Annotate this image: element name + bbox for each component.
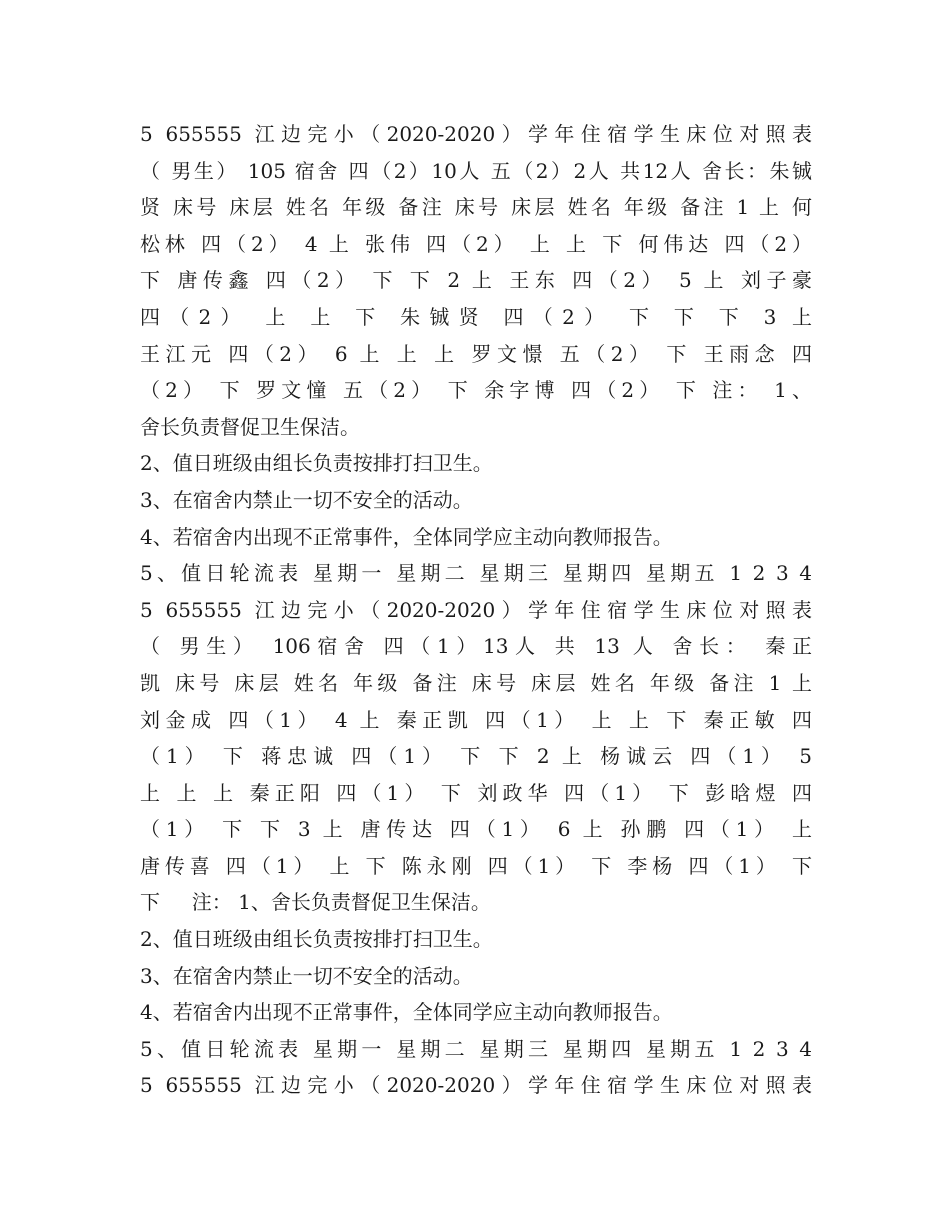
text-line-22: 下 注： 1、舍长负责督促卫生保洁。 [140, 890, 491, 915]
text-line-5: 下 唐传鑫 四（2） 下 下 2 上 王东 四（2） 5 上 刘子豪 [140, 268, 812, 293]
text-line-23: 2、值日班级由组长负责按排打扫卫生。 [140, 927, 493, 952]
text-line-16: 凯 床号 床层 姓名 年级 备注 床号 床层 姓名 年级 备注 1 上 [140, 670, 812, 695]
text-line-24: 3、在宿舍内禁止一切不安全的活动。 [140, 963, 473, 988]
text-line-10: 2、值日班级由组长负责按排打扫卫生。 [140, 451, 493, 476]
text-line-13: 5、值日轮流表 星期一 星期二 星期三 星期四 星期五 1 2 3 4 [140, 561, 812, 586]
text-line-17: 刘金成 四（1） 4 上 秦正凯 四（1） 上 上 下 秦正敏 四 [140, 707, 812, 732]
text-line-27: 5 655555 江边完小（2020-2020）学年住宿学生床位对照表 [140, 1073, 812, 1098]
text-line-4: 松林 四（2） 4 上 张伟 四（2） 上 上 下 何伟达 四（2） [140, 231, 812, 256]
text-line-18: （1） 下 蒋忠诚 四（1） 下 下 2 上 杨诚云 四（1） 5 [140, 744, 812, 769]
text-line-9: 舍长负责督促卫生保洁。 [140, 414, 360, 439]
text-line-25: 4、若宿舍内出现不正常事件，全体同学应主动向教师报告。 [140, 1000, 673, 1025]
text-line-2: （ 男生） 105 宿舍 四（2）10人 五（2）2人 共12人 舍长：朱铖 [140, 158, 812, 183]
text-line-11: 3、在宿舍内禁止一切不安全的活动。 [140, 487, 473, 512]
text-line-6: 四（2） 上 上 下 朱铖贤 四（2） 下 下 下 3 上 [140, 304, 812, 329]
document-body [140, 116, 812, 1104]
text-line-26: 5、值日轮流表 星期一 星期二 星期三 星期四 星期五 1 2 3 4 [140, 1036, 812, 1061]
text-line-1: 5 655555 江边完小（2020-2020）学年住宿学生床位对照表 [140, 122, 812, 146]
text-line-12: 4、若宿舍内出现不正常事件，全体同学应主动向教师报告。 [140, 524, 673, 549]
text-line-19: 上 上 上 秦正阳 四（1） 下 刘政华 四（1） 下 彭晗煜 四 [140, 780, 812, 805]
text-line-15: （ 男生） 106宿舍 四（1）13人 共 13 人 舍长： 秦正 [140, 634, 812, 659]
text-line-21: 唐传喜 四（1） 上 下 陈永刚 四（1） 下 李杨 四（1） 下 [140, 853, 812, 878]
text-line-20: （1） 下 下 3 上 唐传达 四（1） 6 上 孙鹏 四（1） 上 [140, 817, 812, 842]
text-line-8: （2） 下 罗文憧 五（2） 下 余字博 四（2） 下 注： 1、 [140, 378, 812, 403]
text-line-3: 贤 床号 床层 姓名 年级 备注 床号 床层 姓名 年级 备注 1 上 何 [140, 195, 812, 220]
text-line-14: 5 655555 江边完小（2020-2020）学年住宿学生床位对照表 [140, 597, 812, 622]
text-line-7: 王江元 四（2） 6 上 上 上 罗文憬 五（2） 下 王雨念 四 [140, 341, 812, 366]
